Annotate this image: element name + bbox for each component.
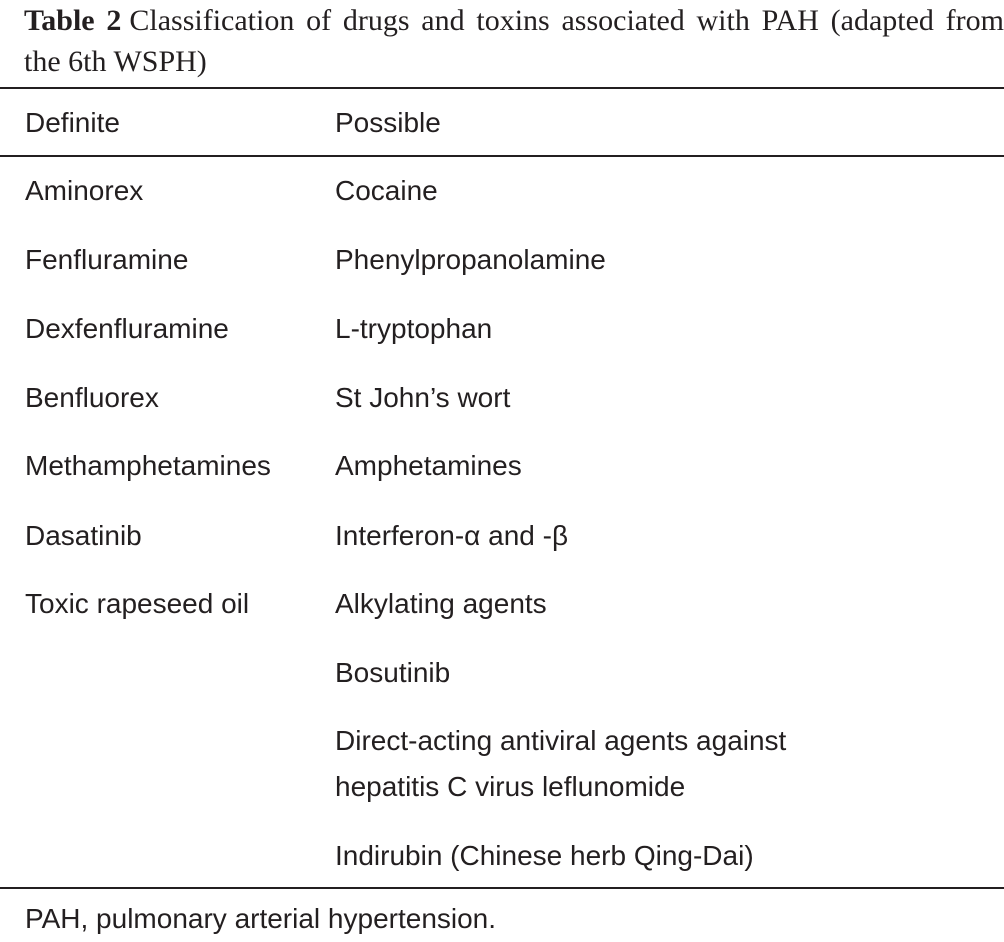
definite-item: Fenfluramine bbox=[25, 244, 189, 275]
definite-item: Aminorex bbox=[25, 175, 144, 206]
possible-item: Indirubin (Chinese herb Qing-Dai) bbox=[335, 840, 754, 871]
header-possible: Possible bbox=[335, 107, 441, 138]
definite-item: Benfluorex bbox=[25, 382, 159, 413]
possible-item: Alkylating agents bbox=[335, 588, 547, 619]
possible-item: Interferon-α and -β bbox=[335, 520, 569, 551]
header-rule bbox=[0, 155, 1004, 157]
possible-item: Cocaine bbox=[335, 175, 438, 206]
definite-item: Dexfenfluramine bbox=[25, 313, 229, 344]
bottom-rule bbox=[0, 887, 1004, 889]
header-definite: Definite bbox=[25, 107, 120, 138]
top-rule bbox=[0, 87, 1004, 89]
table-caption bbox=[0, 0, 1004, 82]
table-title: Classification of drugs and toxins associated with PAH (adapted from the 6th WSPH) bbox=[24, 4, 1004, 78]
definite-item: Toxic rapeseed oil bbox=[25, 588, 250, 619]
possible-item: St John’s wort bbox=[335, 382, 511, 413]
definite-item: Methamphetamines bbox=[25, 450, 271, 481]
table-footnote: PAH, pulmonary arterial hypertension. bbox=[25, 903, 497, 934]
possible-item: hepatitis C virus leflunomide bbox=[335, 771, 686, 802]
definite-item: Dasatinib bbox=[25, 520, 142, 551]
table-label: Table 2 bbox=[24, 4, 122, 37]
possible-item: Phenylpropanolamine bbox=[335, 244, 606, 275]
possible-item: L-tryptophan bbox=[335, 313, 493, 344]
possible-item: Bosutinib bbox=[335, 657, 451, 688]
possible-item: Direct-acting antiviral agents against bbox=[335, 725, 787, 756]
possible-item: Amphetamines bbox=[335, 450, 522, 481]
